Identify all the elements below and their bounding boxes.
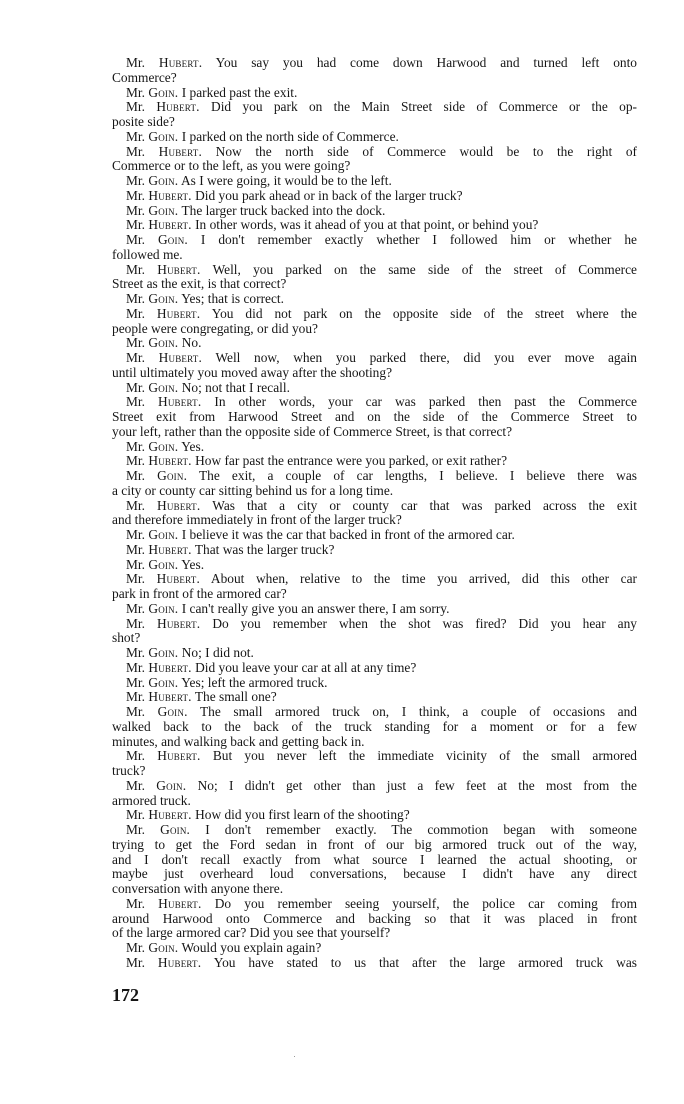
text-line xyxy=(112,764,637,779)
speaker-title: Mr. xyxy=(126,217,145,233)
speaker-title: Mr. xyxy=(126,335,145,351)
speaker-name: Goin. xyxy=(148,438,179,454)
line-text: How did you first learn of the shooting? xyxy=(195,807,410,823)
speaker-title: Mr. xyxy=(126,600,145,616)
speaker-name: Hubert. xyxy=(157,394,202,410)
line-text: Yes. xyxy=(181,438,205,454)
speaker-name: Hubert. xyxy=(156,615,201,631)
testimony-paragraph xyxy=(112,145,637,175)
testimony-paragraph xyxy=(112,823,637,897)
text-line xyxy=(112,720,637,735)
testimony-paragraph xyxy=(112,292,637,307)
text-line xyxy=(112,277,637,292)
speaker-name: Hubert. xyxy=(157,954,202,970)
text-line xyxy=(112,115,637,130)
speaker-title: Mr. xyxy=(126,704,145,719)
testimony-paragraph xyxy=(112,572,637,602)
line-text: I can't really give you an answer there, I am sorry. xyxy=(181,600,450,616)
line-text: shot? xyxy=(112,630,141,646)
line-text: armored truck. xyxy=(112,792,191,808)
text-line xyxy=(112,440,637,455)
text-line xyxy=(112,823,637,838)
text-line xyxy=(112,646,637,661)
testimony-paragraph xyxy=(112,808,637,823)
text-line xyxy=(112,617,637,632)
line-text: I don't remember exactly whether I followed him or whether he xyxy=(200,232,637,247)
testimony-paragraph xyxy=(112,56,637,86)
testimony-paragraph xyxy=(112,263,637,293)
line-text: Street as the exit, is that correct? xyxy=(112,276,287,292)
page-number: 172 xyxy=(112,985,139,1005)
speaker-title: Mr. xyxy=(126,468,145,483)
text-line xyxy=(112,174,637,189)
line-text: As I were going, it would be to the left. xyxy=(180,173,392,188)
testimony-paragraph xyxy=(112,956,637,971)
speaker-name: Goin. xyxy=(148,202,179,218)
text-line xyxy=(112,661,637,676)
speaker-title: Mr. xyxy=(126,748,145,764)
text-line xyxy=(112,779,637,794)
line-text: I believe it was the car that backed in front of the armored car. xyxy=(181,527,515,542)
line-text: Street exit from Harwood Street and on the side of the Commerce Street to xyxy=(112,409,637,424)
line-text: In other words, was it ahead of you at that point, or behind you? xyxy=(195,217,539,233)
line-text: About when, relative to the time you arrived, did this other car xyxy=(210,571,638,587)
line-text: Was that a city or county car that was parked across the exit xyxy=(212,497,637,513)
line-text: Commerce or to the left, as you were going? xyxy=(112,158,351,174)
line-text: Did you park on the Main Street side of Commerce or the op- xyxy=(211,99,637,115)
speaker-title: Mr. xyxy=(126,187,145,203)
speaker-title: Mr. xyxy=(126,541,145,557)
text-line xyxy=(112,749,637,764)
text-line xyxy=(112,912,637,927)
line-text: posite side? xyxy=(112,114,175,129)
speaker-title: Mr. xyxy=(126,556,145,572)
testimony-paragraph xyxy=(112,307,637,337)
line-text: minutes, and walking back and getting back in. xyxy=(112,733,365,749)
text-line xyxy=(112,336,637,351)
speaker-name: Goin. xyxy=(157,704,188,719)
speaker-name: Goin. xyxy=(148,379,179,395)
testimony-paragraph xyxy=(112,189,637,204)
speaker-title: Mr. xyxy=(126,571,145,587)
text-line xyxy=(112,956,637,971)
speaker-title: Mr. xyxy=(126,261,145,277)
speaker-name: Hubert. xyxy=(148,807,192,823)
speaker-title: Mr. xyxy=(126,55,145,70)
line-text: trying to get the Ford sedan in front of our big armored truck out of the way, xyxy=(112,836,637,852)
speaker-title: Mr. xyxy=(126,143,145,159)
line-text: Did you leave your car at all at any time? xyxy=(195,659,417,675)
line-text: walked back to the back of the truck standing for a moment or for a few xyxy=(112,718,637,734)
text-line xyxy=(112,631,637,646)
speaker-name: Goin. xyxy=(148,291,179,306)
testimony-paragraph xyxy=(112,454,637,469)
text-line xyxy=(112,248,637,263)
text-line xyxy=(112,218,637,233)
speaker-name: Goin. xyxy=(157,232,188,247)
speaker-title: Mr. xyxy=(126,954,145,970)
speaker-title: Mr. xyxy=(126,128,145,144)
text-line xyxy=(112,410,637,425)
text-line xyxy=(112,602,637,617)
speaker-name: Goin. xyxy=(157,468,188,483)
text-line xyxy=(112,130,637,145)
line-text: truck? xyxy=(112,763,146,778)
testimony-paragraph xyxy=(112,130,637,145)
text-line xyxy=(112,469,637,484)
text-line xyxy=(112,159,637,174)
speaker-name: Goin. xyxy=(148,940,179,955)
line-text: You did not park on the opposite side of the street where the xyxy=(211,305,637,321)
text-line xyxy=(112,100,637,115)
line-text: until ultimately you moved away after the shooting? xyxy=(112,364,393,380)
testimony-paragraph xyxy=(112,676,637,691)
line-text: people were congregating, or did you? xyxy=(112,320,318,336)
speaker-name: Hubert. xyxy=(148,659,192,675)
speaker-title: Mr. xyxy=(126,232,145,247)
line-text: around Harwood onto Commerce and backing so that it was placed in front xyxy=(112,910,637,926)
line-text: I parked on the north side of Commerce. xyxy=(181,128,399,144)
text-line xyxy=(112,189,637,204)
line-text: maybe just overheard loud conversations, because I didn't have any direct xyxy=(112,866,637,882)
line-text: The small armored truck on, I think, a couple of occasions and xyxy=(200,704,637,719)
text-line xyxy=(112,145,637,160)
speaker-name: Hubert. xyxy=(158,895,202,911)
line-text: and therefore immediately in front of the larger truck? xyxy=(112,512,402,528)
speaker-name: Goin. xyxy=(148,674,179,690)
text-line xyxy=(112,676,637,691)
text-line xyxy=(112,56,637,71)
speaker-name: Hubert. xyxy=(148,217,192,233)
speaker-title: Mr. xyxy=(126,689,145,705)
text-line xyxy=(112,366,637,381)
text-line xyxy=(112,587,637,602)
speaker-name: Hubert. xyxy=(156,99,200,115)
speaker-name: Hubert. xyxy=(157,497,201,513)
line-text: and I don't recall exactly from what source I learned the actual shooting, or xyxy=(112,851,637,867)
line-text: Do you remember seeing yourself, the police car coming from xyxy=(214,895,637,911)
speaker-title: Mr. xyxy=(126,674,145,690)
speaker-title: Mr. xyxy=(126,615,145,631)
line-text: In other words, your car was parked then past the Commerce xyxy=(214,394,637,410)
speaker-name: Goin. xyxy=(148,84,179,100)
testimony-paragraph xyxy=(112,336,637,351)
text-line xyxy=(112,808,637,823)
scan-speck xyxy=(294,1056,295,1057)
text-line xyxy=(112,705,637,720)
speaker-name: Hubert. xyxy=(148,187,192,203)
line-text: Commerce? xyxy=(112,69,177,85)
speaker-title: Mr. xyxy=(126,645,145,660)
line-text: How far past the entrance were you parked, or exit rather? xyxy=(195,453,508,469)
speaker-name: Goin. xyxy=(148,128,179,144)
line-text: conversation with anyone there. xyxy=(112,881,284,896)
testimony-paragraph xyxy=(112,543,637,558)
text-line xyxy=(112,351,637,366)
speaker-title: Mr. xyxy=(126,305,145,321)
speaker-title: Mr. xyxy=(126,497,145,513)
text-line xyxy=(112,926,637,941)
text-line xyxy=(112,735,637,750)
testimony-paragraph xyxy=(112,100,637,130)
testimony-paragraph xyxy=(112,690,637,705)
testimony-paragraph xyxy=(112,381,637,396)
speaker-title: Mr. xyxy=(126,291,145,306)
testimony-paragraph xyxy=(112,705,637,749)
text-line xyxy=(112,941,637,956)
testimony-paragraph xyxy=(112,661,637,676)
speaker-title: Mr. xyxy=(126,438,145,454)
text-line xyxy=(112,867,637,882)
speaker-name: Hubert. xyxy=(148,453,192,469)
text-line xyxy=(112,86,637,101)
speaker-title: Mr. xyxy=(126,379,145,395)
text-line xyxy=(112,558,637,573)
speaker-name: Hubert. xyxy=(157,261,201,277)
speaker-title: Mr. xyxy=(126,777,145,793)
line-text: The exit, a couple of car lengths, I believe. I believe there was xyxy=(199,468,637,483)
line-text: That was the larger truck? xyxy=(194,541,335,557)
speaker-name: Goin. xyxy=(148,527,179,542)
speaker-name: Goin. xyxy=(148,645,179,660)
speaker-name: Hubert. xyxy=(156,571,201,587)
line-text: Did you park ahead or in back of the larger truck? xyxy=(195,187,463,203)
speaker-name: Goin. xyxy=(156,777,187,793)
text-line xyxy=(112,233,637,248)
line-text: The small one? xyxy=(194,689,277,705)
speaker-title: Mr. xyxy=(126,822,145,837)
text-line xyxy=(112,897,637,912)
text-line xyxy=(112,513,637,528)
testimony-paragraph xyxy=(112,617,637,647)
testimony-paragraph xyxy=(112,528,637,543)
speaker-title: Mr. xyxy=(126,940,145,955)
text-line xyxy=(112,690,637,705)
testimony-paragraph xyxy=(112,749,637,779)
line-text: No. xyxy=(181,335,202,351)
testimony-paragraph xyxy=(112,204,637,219)
text-line xyxy=(112,499,637,514)
text-line xyxy=(112,794,637,809)
speaker-name: Goin. xyxy=(148,173,179,188)
speaker-name: Hubert. xyxy=(148,689,192,705)
line-text: I don't remember exactly. The commotion began with someone xyxy=(205,822,637,837)
speaker-title: Mr. xyxy=(126,173,145,188)
line-text: You have stated to us that after the large armored truck was xyxy=(213,954,637,970)
speaker-name: Hubert. xyxy=(148,541,192,557)
speaker-name: Hubert. xyxy=(158,143,203,159)
text-line xyxy=(112,572,637,587)
speaker-title: Mr. xyxy=(126,527,145,542)
line-text: No; I didn't get other than just a few feet at the most from the xyxy=(197,777,637,793)
testimony-paragraph xyxy=(112,941,637,956)
testimony-paragraph xyxy=(112,469,637,499)
text-line xyxy=(112,484,637,499)
speaker-name: Goin. xyxy=(160,822,191,837)
testimony-paragraph xyxy=(112,218,637,233)
speaker-title: Mr. xyxy=(126,659,145,675)
testimony-paragraph xyxy=(112,351,637,381)
speaker-name: Goin. xyxy=(148,556,179,572)
speaker-title: Mr. xyxy=(126,394,145,410)
text-line xyxy=(112,322,637,337)
testimony-paragraph xyxy=(112,440,637,455)
text-line xyxy=(112,543,637,558)
line-text: No; I did not. xyxy=(181,645,254,660)
line-text: I parked past the exit. xyxy=(181,84,298,100)
line-text: of the large armored car? Did you see that yourself? xyxy=(112,925,391,941)
speaker-name: Hubert. xyxy=(157,748,201,764)
text-line xyxy=(112,425,637,440)
speaker-name: Hubert. xyxy=(156,305,201,321)
speaker-title: Mr. xyxy=(126,453,145,469)
text-line xyxy=(112,381,637,396)
text-line xyxy=(112,528,637,543)
line-text: Now the north side of Commerce would be to the right of xyxy=(215,143,638,159)
line-text: You say you had come down Harwood and turned left onto xyxy=(215,55,637,70)
testimony-paragraph xyxy=(112,646,637,661)
testimony-paragraph xyxy=(112,233,637,263)
line-text: But you never left the immediate vicinity of the small armored xyxy=(212,748,637,764)
text-line xyxy=(112,263,637,278)
text-line xyxy=(112,838,637,853)
line-text: park in front of the armored car? xyxy=(112,586,287,601)
line-text: a city or county car sitting behind us for a long time. xyxy=(112,482,394,498)
line-text: your left, rather than the opposite side of Commerce Street, is that correct? xyxy=(112,423,513,439)
testimony-paragraph xyxy=(112,86,637,101)
speaker-name: Goin. xyxy=(148,600,179,616)
testimony-paragraph xyxy=(112,897,637,941)
line-text: Yes; that is correct. xyxy=(181,291,284,306)
line-text: Would you explain again? xyxy=(181,940,322,955)
text-line xyxy=(112,307,637,322)
line-text: Well, you parked on the same side of the street of Commerce xyxy=(212,261,637,277)
speaker-name: Goin. xyxy=(148,335,179,351)
testimony-paragraph xyxy=(112,779,637,809)
line-text: followed me. xyxy=(112,246,183,262)
text-line xyxy=(112,71,637,86)
testimony-paragraph xyxy=(112,174,637,189)
text-line xyxy=(112,204,637,219)
speaker-title: Mr. xyxy=(126,84,145,100)
text-line xyxy=(112,292,637,307)
line-text: Do you remember when the shot was fired? Did you hear any xyxy=(212,615,637,631)
speaker-title: Mr. xyxy=(126,350,145,365)
speaker-title: Mr. xyxy=(126,202,145,218)
testimony-text xyxy=(112,56,637,971)
speaker-name: Hubert. xyxy=(158,55,203,70)
line-text: Yes. xyxy=(181,556,205,572)
text-line xyxy=(112,395,637,410)
testimony-paragraph xyxy=(112,499,637,529)
text-line xyxy=(112,454,637,469)
speaker-title: Mr. xyxy=(126,99,145,115)
speaker-title: Mr. xyxy=(126,807,145,823)
line-text: No; not that I recall. xyxy=(181,379,290,395)
line-text: The larger truck backed into the dock. xyxy=(181,202,386,218)
text-line xyxy=(112,882,637,897)
text-line xyxy=(112,853,637,868)
speaker-title: Mr. xyxy=(126,895,145,911)
testimony-paragraph xyxy=(112,602,637,617)
line-text: Yes; left the armored truck. xyxy=(181,674,328,690)
testimony-paragraph xyxy=(112,395,637,439)
line-text: Well now, when you parked there, did you ever move again xyxy=(215,350,637,365)
speaker-name: Hubert. xyxy=(158,350,203,365)
testimony-paragraph xyxy=(112,558,637,573)
